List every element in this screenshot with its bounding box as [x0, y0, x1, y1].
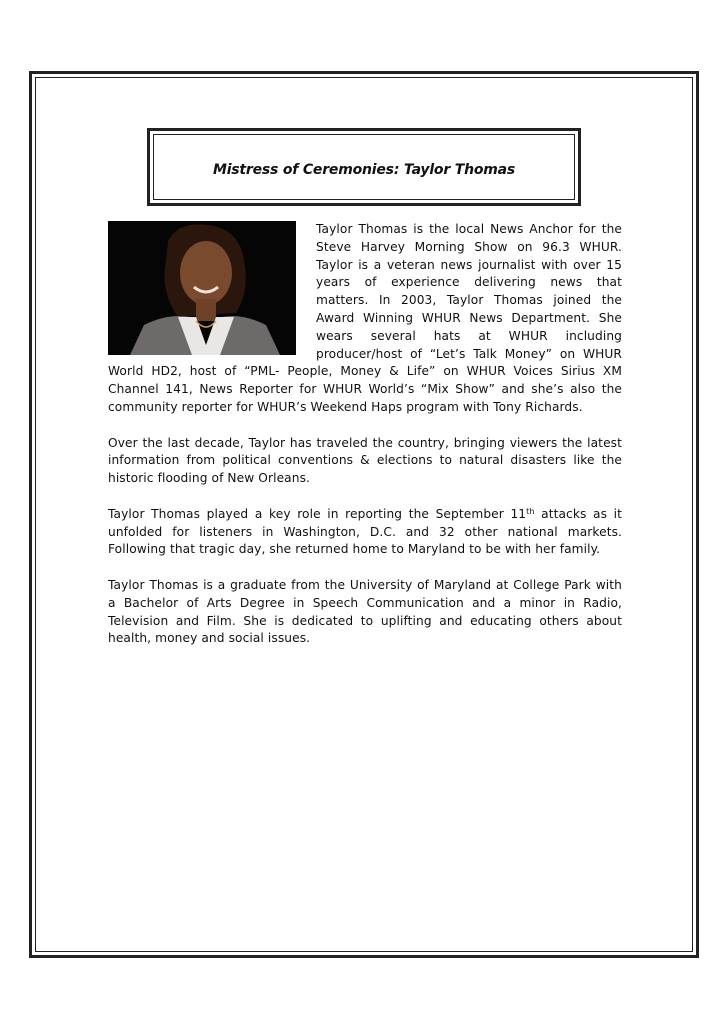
bio-paragraph-3-start: Taylor Thomas played a key role in reporting the September 11: [108, 506, 527, 521]
bio-paragraph-3-end: attacks as it unfolded for listeners in Washington, D.C. and 32 other national markets. Following that tragic day, she returned home to Maryland to be with her family.: [108, 506, 623, 557]
bio-paragraph-4: Taylor Thomas is a graduate from the University of Maryland at College Park with a Bachelor of Arts Degree in Speech Communication and a minor in Radio, Television and Film. She is dedicated to uplifting and educating others about health, money and social issues.: [108, 577, 622, 646]
page-title: Mistress of Ceremonies: Taylor Thomas: [212, 162, 516, 178]
ordinal-suffix: th: [526, 506, 535, 516]
bio-paragraph-1: Taylor Thomas is the local News Anchor for the Steve Harvey Morning Show on 96.3 WHUR. Taylor is a veteran news journalist with over 15 years of experience delivering news that matters. In 2003, Taylor Thomas joined the Award Winning WHUR News Department. She wears several hats at WHUR including producer/host of “Let’s Talk Money” on WHUR World HD2, host of “PML- People, Money & Life” on WHUR Voices Sirius XM Channel 141, News Reporter for WHUR World’s “Mix Show” and she’s also the community reporter for WHUR’s Weekend Haps program with Tony Richards.: [108, 222, 622, 414]
title-box-inner: [153, 134, 575, 200]
bio-content: [108, 221, 622, 666]
title-box: [147, 128, 581, 206]
bio-paragraph-3: [108, 506, 622, 559]
bio-paragraph-2: Over the last decade, Taylor has traveled the country, bringing viewers the latest information from political conventions & elections to natural disasters like the historic flooding of New Orleans.: [108, 435, 622, 486]
portrait-photo: [108, 221, 296, 355]
portrait-illustration: [108, 221, 296, 355]
